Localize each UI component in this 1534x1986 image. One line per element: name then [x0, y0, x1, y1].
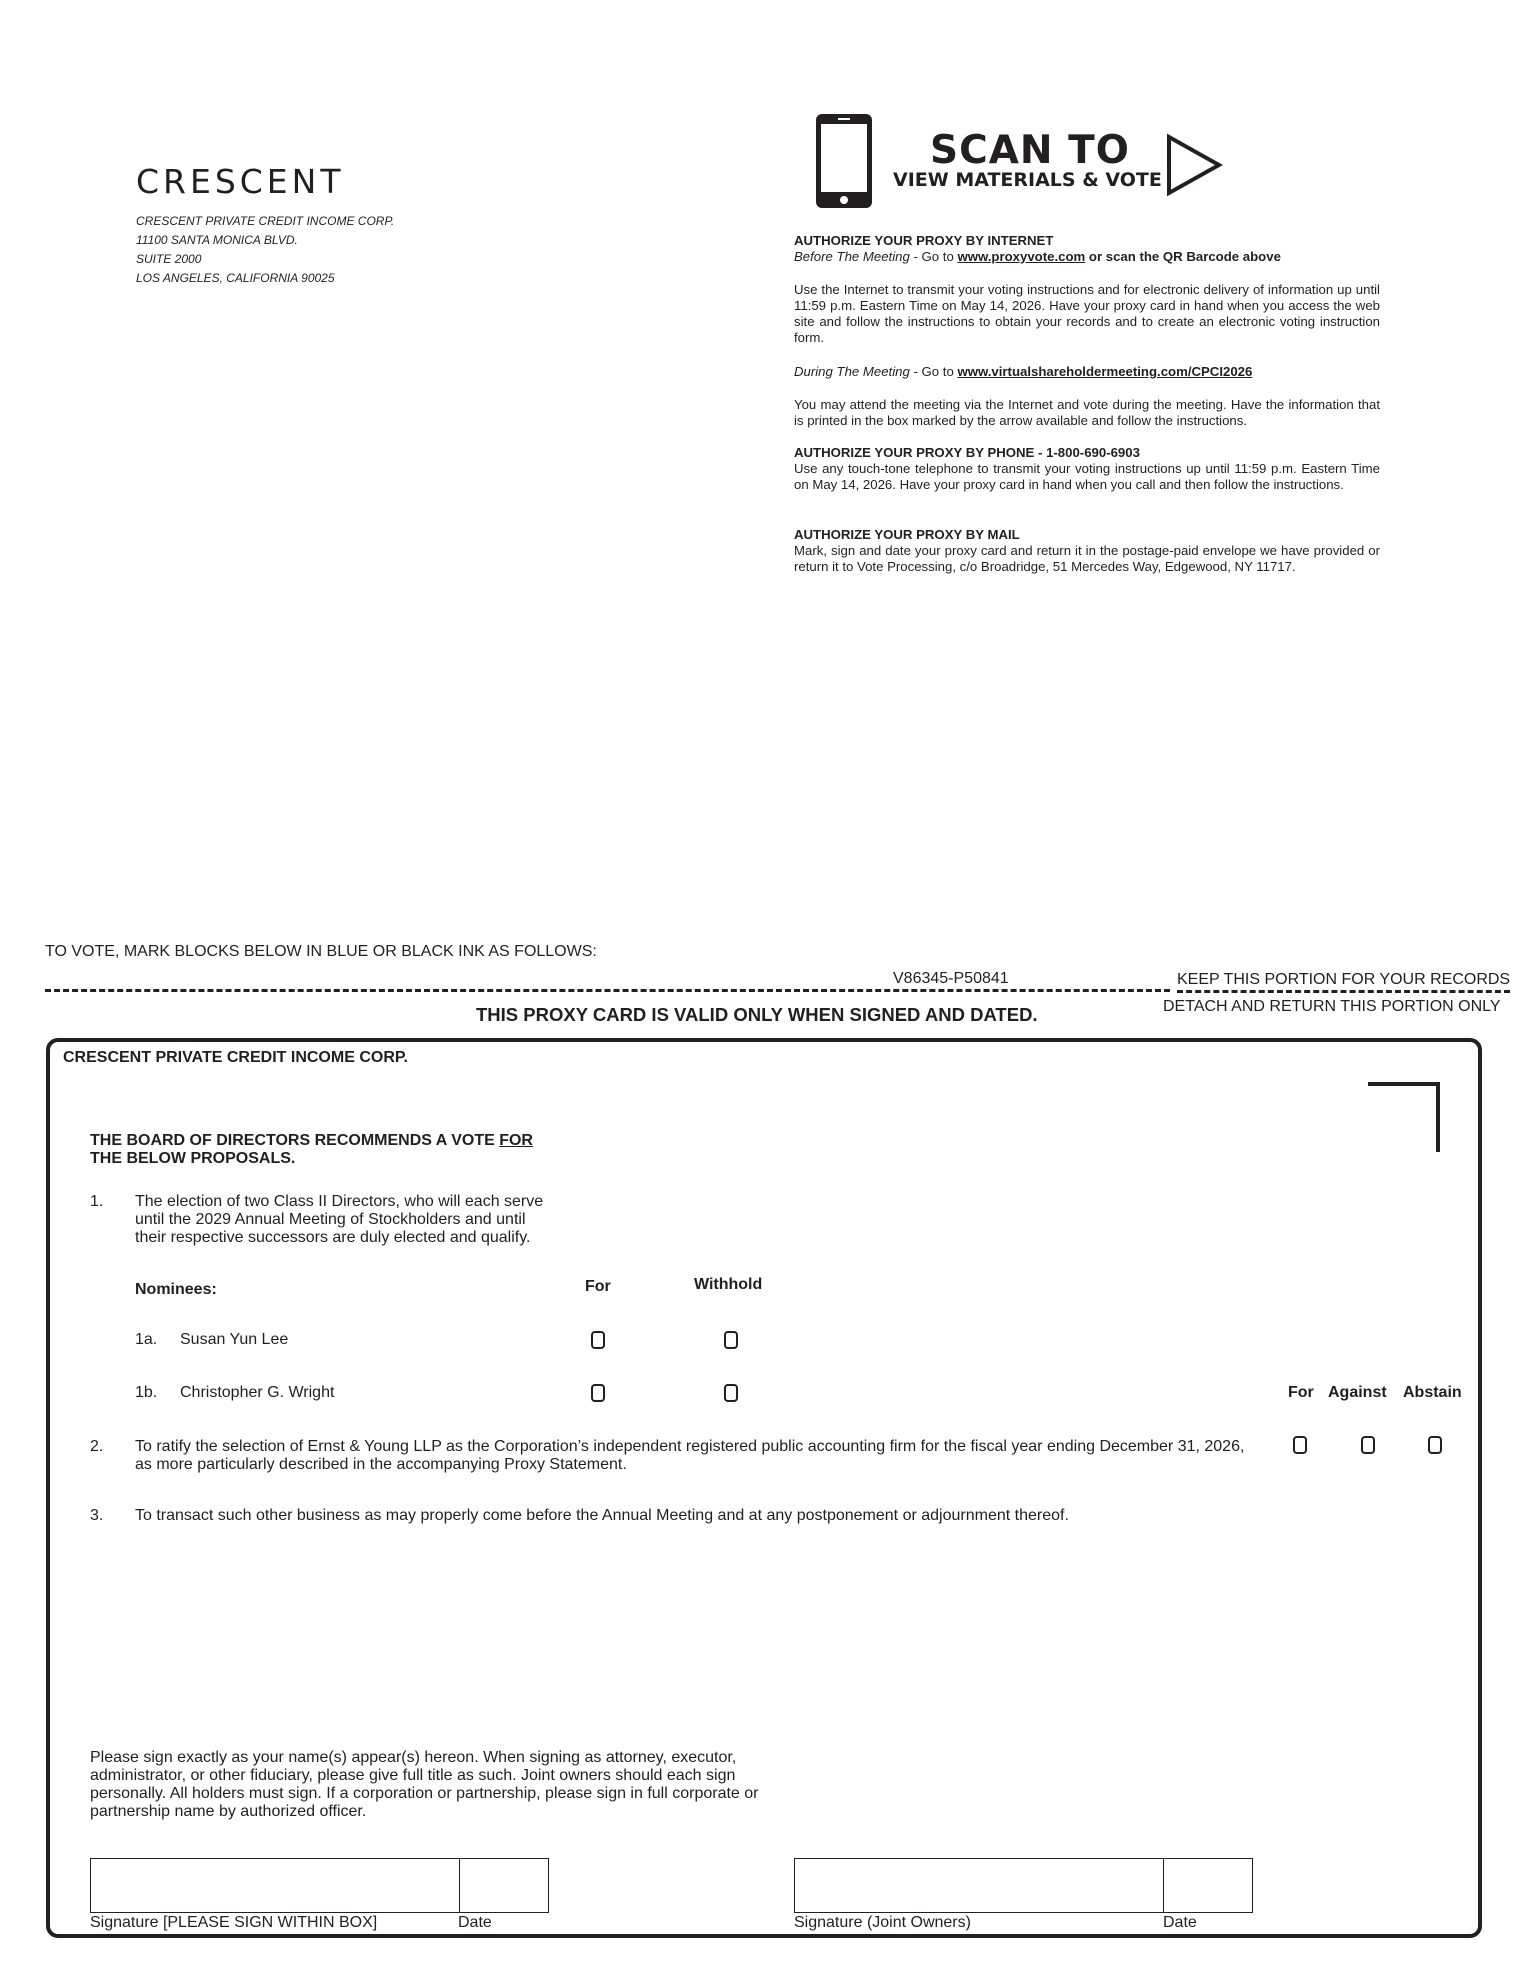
- nominee-number: 1a.: [135, 1331, 158, 1348]
- proposal-2-text: [135, 1438, 1265, 1474]
- proposal-3-text: To transact such other business as may properly come before the Annual Meeting and at any postponement or adjournment thereof.: [135, 1507, 1069, 1524]
- col-abstain: Abstain: [1403, 1384, 1462, 1401]
- proposal-2-for-checkbox[interactable]: [1293, 1436, 1307, 1454]
- proposal-1-text: [135, 1193, 543, 1247]
- scan-subtitle: VIEW MATERIALS & VOTE: [893, 169, 1162, 191]
- proposal-1-line: until the 2029 Annual Meeting of Stockholders and until: [135, 1211, 526, 1228]
- smartphone-icon: [814, 112, 874, 210]
- address-line: SUITE 2000: [136, 252, 202, 266]
- nominee-name: Christopher G. Wright: [180, 1384, 335, 1401]
- mail-body: Mark, sign and date your proxy card and return it in the postage-paid envelope we have provided or return it to Vote Processing, c/o Broadridge, 51 Mercedes Way, Edgewood, NY 11717.: [794, 543, 1380, 574]
- scan-qr-text: or scan the QR Barcode above: [1085, 249, 1281, 264]
- proposal-2-line: as more particularly described in the accompanying Proxy Statement.: [135, 1456, 627, 1473]
- go-to-text: - Go to: [909, 364, 958, 379]
- sign-instructions: Please sign exactly as your name(s) appear(s) hereon. When signing as attorney, executor, administrator, or other fiduciary, please give full title as such. Joint owners should each sign personally. All holders must sign. If a corporation or partnership, please sign in full corporate or partnership name by authorized officer.: [90, 1749, 759, 1820]
- joint-date-label: Date: [1163, 1914, 1197, 1931]
- proposal-1-number: 1.: [90, 1193, 104, 1210]
- proposal-1-line: their respective successors are duly elected and qualify.: [135, 1229, 531, 1246]
- nominee-number: 1b.: [135, 1384, 158, 1401]
- address-line: CRESCENT PRIVATE CREDIT INCOME CORP.: [136, 214, 395, 228]
- nominee-1a-withhold-checkbox[interactable]: [724, 1331, 738, 1349]
- during-meeting-label: During The Meeting: [794, 364, 910, 379]
- company-logo: CRESCENT: [136, 162, 345, 201]
- valid-notice: THIS PROXY CARD IS VALID ONLY WHEN SIGNED AND DATED.: [476, 1004, 1038, 1025]
- address-line: LOS ANGELES, CALIFORNIA 90025: [136, 271, 335, 285]
- corner-marker: [1368, 1082, 1440, 1152]
- joint-signature-date-divider: [1163, 1858, 1164, 1913]
- control-number: V86345-P50841: [893, 970, 1009, 987]
- board-line-2: THE BELOW PROPOSALS.: [90, 1150, 296, 1167]
- signature-box[interactable]: [90, 1858, 549, 1913]
- col-for: For: [585, 1278, 611, 1295]
- internet-section: [794, 233, 1380, 265]
- signature-date-divider: [459, 1858, 460, 1913]
- proposal-3-number: 3.: [90, 1507, 104, 1524]
- virtual-meeting-link[interactable]: www.virtualshareholdermeeting.com/CPCI2026: [957, 364, 1253, 379]
- phone-section: [794, 445, 1380, 493]
- detach-portion-label: DETACH AND RETURN THIS PORTION ONLY: [1163, 998, 1501, 1015]
- address-line: 11100 SANTA MONICA BLVD.: [136, 233, 298, 247]
- joint-signature-label: Signature (Joint Owners): [794, 1914, 971, 1931]
- board-for: FOR: [499, 1132, 533, 1149]
- scan-title: SCAN TO: [930, 128, 1130, 173]
- proposal-1-line: The election of two Class II Directors, who will each serve: [135, 1193, 544, 1210]
- during-meeting-body: You may attend the meeting via the Internet and vote during the meeting. Have the information that is printed in the box marked by the arrow available and follow the instructions.: [794, 397, 1380, 428]
- proposal-2-against-checkbox[interactable]: [1361, 1436, 1375, 1454]
- nominee-name: Susan Yun Lee: [180, 1331, 289, 1348]
- nominee-1b-withhold-checkbox[interactable]: [724, 1384, 738, 1402]
- during-meeting-line: [794, 364, 1380, 380]
- signature-label: Signature [PLEASE SIGN WITHIN BOX]: [90, 1914, 378, 1931]
- mail-section: [794, 527, 1380, 575]
- before-meeting-label: Before The Meeting: [794, 249, 910, 264]
- nominee-1a-for-checkbox[interactable]: [591, 1331, 605, 1349]
- date-label: Date: [458, 1914, 492, 1931]
- proposal-2-number: 2.: [90, 1438, 104, 1455]
- proxyvote-link[interactable]: www.proxyvote.com: [957, 249, 1086, 264]
- proposal-2-line: To ratify the selection of Ernst & Young LLP as the Corporation’s independent registered public accounting firm for the fiscal year ending December 31, 2026,: [135, 1438, 1245, 1455]
- detach-line: [45, 989, 1170, 992]
- phone-heading: AUTHORIZE YOUR PROXY BY PHONE - 1-800-690-6903: [794, 445, 1140, 460]
- company-address: [136, 212, 394, 288]
- col-against: Against: [1328, 1384, 1387, 1401]
- mail-heading: AUTHORIZE YOUR PROXY BY MAIL: [794, 527, 1020, 542]
- internet-body: Use the Internet to transmit your voting instructions and for electronic delivery of information up until 11:59 p.m. Eastern Time on May 14, 2026. Have your proxy card in hand when you access the web site and follow the instructions to obtain your records and to create an electronic voting instruction form.: [794, 282, 1380, 345]
- go-to-text: - Go to: [909, 249, 958, 264]
- proposal-2-abstain-checkbox[interactable]: [1428, 1436, 1442, 1454]
- col-for-2: For: [1288, 1384, 1314, 1401]
- board-recommendation: [90, 1132, 533, 1168]
- arrow-right-icon: [1165, 133, 1223, 197]
- internet-heading: AUTHORIZE YOUR PROXY BY INTERNET: [794, 233, 1054, 248]
- joint-signature-box[interactable]: [794, 1858, 1253, 1913]
- nominee-1b-for-checkbox[interactable]: [591, 1384, 605, 1402]
- mark-instructions: TO VOTE, MARK BLOCKS BELOW IN BLUE OR BLACK INK AS FOLLOWS:: [45, 943, 597, 960]
- nominees-label: Nominees:: [135, 1281, 217, 1298]
- col-withhold: Withhold: [694, 1276, 763, 1293]
- card-title: CRESCENT PRIVATE CREDIT INCOME CORP.: [63, 1049, 408, 1066]
- keep-portion-label: KEEP THIS PORTION FOR YOUR RECORDS: [1177, 971, 1510, 993]
- phone-body: Use any touch-tone telephone to transmit your voting instructions up until 11:59 p.m. Eastern Time on May 14, 2026. Have your proxy card in hand when you call and then follow the instructions.: [794, 461, 1380, 492]
- board-line-1: THE BOARD OF DIRECTORS RECOMMENDS A VOTE: [90, 1132, 500, 1149]
